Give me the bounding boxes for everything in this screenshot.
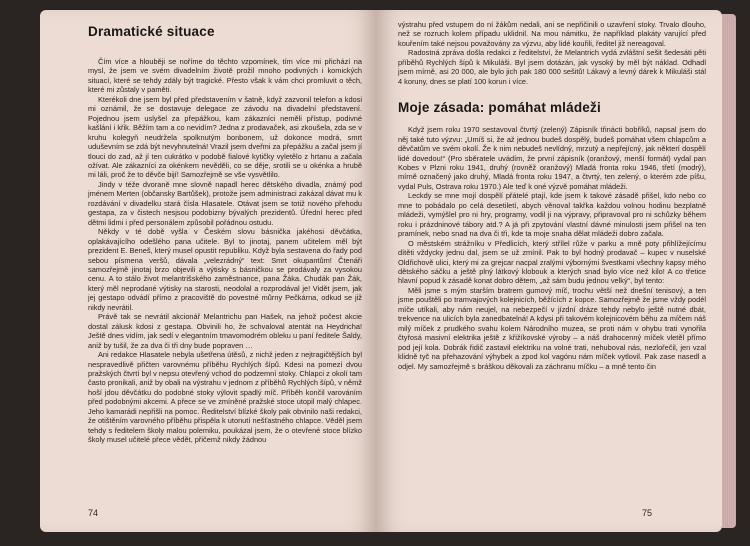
left-page bbox=[40, 10, 376, 532]
paragraph: Radostná zpráva došla redakci z ředitelství, že Melantrich vydá zvláštní sešit šedesáti pěti příběhů Rychlých šípů k Mikuláši. Byl jsem dotázán, jak vysoký by měl být náklad. Odhadl jsem mírně, asi 20 000, ale bylo jich pak 180 000 sešitů! Lákavý a levný dárek k Mikuláši stál 4 koruny, dnes se platí 100 korun i více. bbox=[398, 48, 706, 86]
paragraph: Ani redakce Hlasatele nebyla ušetřena útěsů, z nichž jeden z nejtragičtějších byl nespravedlivě přičten varovnému příběhu Rychlých šípů. Kdesi na pomezí dvou pražských čtvrtí byl v nepsu otevřený vchod do podzemní stoky. Chlapci z okolí tam často pronikali, aniž by obali na výstrahu v jednom z příběhů Rychlých šípů, v němž hoší jdou děvčátku do podobné stoky výlovit spadlý míč. Příběh končil varováním před podobnými akcemi. A přece se ve zmíněné pražské stoce utopil malý chlapec. Jeho kamarádi nepřišli na pomoc. Ředitelství blízké školy pak obvinilo naši redakci, že otištěním varovného příběhu přispěla k utonutí nešťastného chlapce. Věděl jsem tehdy s ředitelem školy malou polemiku, poukázal jsem, že o otevřené stoce blízko školy musel učitelé přece vědět, přičemž nikdy žádnou bbox=[88, 350, 362, 445]
paragraph: Měli jsme s mým starším bratrem gumový míč, trochu větší než dnešní tenisový, a ten jsme pouštěli po tramvajových kolejnicích, běžících z kopce. Samozřejmě že jsme vždy podél míče utíkali, aby nám neujel, na nebezpečí v jízdní dráze tehdy nebylo ještě nutné dbát, trekvence na ulicích byla zanedbatelná! A kdysi při takovém kolejnicovém běhu za míčem náš milý míček z prudkého svahu kolem Národního muzea, se proti nám v ohybu trati vynořila čtyřosá masivní elektrika ještě z křižíkovské výroby – a náš drahocenný míček vletěl přímo pod její kola. Dobrák řidič zastavil elektriku na volné trati, nehuboval nás, nezlořečil, jen vzal klidně tyč na přehazování výhybek a zpod kol vagónu nám míček vytlovil. Pak zase nasedl a odjel. My samozřejmě s bráškou děkovali za záchranu míčku – a mně tento čin bbox=[398, 285, 706, 371]
page-edges bbox=[722, 14, 736, 528]
paragraph: Leckdy se mne mojí dospělí přátelé ptají, kde jsem k takové zásadě přišel, kdo nebo co mne to pobádalo po celá desetiletí, abych věnoval takřka každou volnou hodinu bezplatně mládeži, vymýšlel pro ni hry, programy, vodil ji na výpravy, připravoval pro ni schůzky během roku i prázdninové tábory atd.? A já při zpytování vlastní dávné minulosti jsem přišel na ten pramínek, nebo snad na dva či tři, kde ta moje snaha dělat mládeži dobro začala. bbox=[398, 191, 706, 239]
paragraph: Když jsem roku 1970 sestavoval čtvrtý (zelený) Zápisník třinácti bobříků, napsal jsem do něj také tuto výzvu: „Umíš si, že až jednou budeš dospělý, budeš pomáhat všem chlapcům a děvčatům ve svém okolí. Že k nim nebudeš nevlídný, mrzutý a nepřejícný, jak některí dospělí lidé dovedou!“ (Pro sběratele uvádím, že první zápisník (oranžový, menší formát) vydal pan Kobes v Plzni roku 1941, druhý (rovněž oranžový) Mladá fronta roku 1946, třetí (modrý), mírně označený jako druhý, Mladá fronta roku 1947, a čtvrtý, ten zelený, o kterém zde píšu, vydal Puls, Ostrava roku 1970.) Ale teď k oné výzvě pomáhat mládeži. bbox=[398, 125, 706, 191]
paragraph: Čím více a hlouběji se noříme do těchto vzpomínek, tím více mi přichází na mysl, že jsem ve svém divadelním životě prožil mnoho podivných i komických situací, které se tehdy zdály být tragické. Přesto však k vám chci promluvit o těch, které mi zůstaly v paměti. bbox=[88, 57, 362, 95]
chapter-heading-left: Dramatické situace bbox=[88, 24, 215, 39]
page-number-right: 75 bbox=[641, 508, 652, 518]
paragraph: výstrahu před vstupem do ní žákům nedali, ani se nepřičinili o uzavření stoky. Trvalo dlouho, než se rozruch kolem případu uklidnil. Na mou námitku, že například plakáty varující před kouřením také nejsou považovány za výzvu, aby lidé kouřili, ředitel již nereagoval. bbox=[398, 20, 706, 48]
left-page-text bbox=[88, 57, 362, 445]
right-page-intro-text bbox=[398, 20, 706, 86]
paragraph: Někdy v té době vyšla v Českém slovu básnička jakéhosi děvčátka, oplakávajícího odešlého pana učitele. Byl to jinotaj, panem učitelem měl být prezident E. Beneš, který musel opustit republiku. Když byla sestavena do řady pod sebou písmena veršů, dávala „velezrádný“ text: Smrt okupantům! Čtenáři samozřejmě jinotaj brzo objevili a výtisky s básničkou se prodávaly za vysokou cenu. A to stálo život melantrišského zaměstnance, pana Žáka. Chudák pan Žák, který měl neprodané výtisky na starosti, neodolal a rozprodával je! Vidět jsem, jak jej gestapo odvádí přímo z pracoviště do povestné můrny Pečkárna, odkud se již nikdy nevrátil. bbox=[88, 227, 362, 312]
paragraph: Kterékoli dne jsem byl před představením v šatně, když zazvonil telefon a kdosi mi oznámil, že se dostavuje delegace ze závodu na divadelní představení. Pojednou jsem uslyšel za přepážkou, kam zákazníci neměli přístup, podivné kašlání i křik. Běžím tam a co nevidím? Jedna z prodavaček, asi zkoušela, zda se v kruhu kolegyň neudržela spolknutým bonbonem, už dokonce modrá, smrt uduševním se zdá být nevyhnutelná! Vrazil jsem dveřmi za přepážku a začal jsem jí tlouci do zad, až jí ten cukrátko v podobě fialové kytičky vyletělo z hrtanu a začala ožívat. Ale zákazníci za okénkem nevěděli, co se děje, srotili se u okénka a hrubě mi láli, proč že to děvče bijí! Samozřejmě se vše vysvětlilo. bbox=[88, 94, 362, 180]
right-page bbox=[376, 10, 722, 532]
paragraph: Právě tak se nevrátil akcionář Melantrichu pan Hašek, na jehož počest akcie dostal zálusk kdosi z gestapa. Obvinili ho, že schvaloval atentát na Heydricha! Ještě dnes vidím, jak sedí v elegantním tmavomodrém obleku u paní ředitele Šaldy, aniž by tušil, že za dva či tři dny bude popraven … bbox=[88, 312, 362, 350]
paragraph: Jindy v téže dvoraně mne slovně napadl herec dětského divadla, známý pod jménem Merten (občansky Bartůšek), protože jsem administraci zakázal dávat mu k rozdávání v divadelku stará čísla Hlasatele. Otávat jsem se totiž nového přehodu gestapa, za v čistech nesjsou podobizny bývalých prezidentů. Úřední herec před dětmi lidmi i před personálem způsobil pořádnou ostudu. bbox=[88, 179, 362, 227]
paragraph: O městském strážníku v Předlicích, který střílel růže v parku a mně poty přihlížejícímu dítěti vždycky jednu dal, jsem se už zmínil. Pak to byl hodný prodavač – kupec v nuselské Oldřichově ulici, který mi za grejcar nacpal zralými výbornými švestkami všechny kapsy mého dětského sáčku a ještě plný látkový klobouk a kterých snad bylo více než kilo! A co třetice hlavní popud k zásadě konat dobro dětem, „až sám budu jednou velký“, byl tento: bbox=[398, 238, 706, 286]
chapter-heading-right: Moje zásada: pomáhat mládeži bbox=[398, 100, 601, 116]
right-page-text bbox=[398, 125, 706, 371]
page-number-left: 74 bbox=[88, 508, 99, 518]
